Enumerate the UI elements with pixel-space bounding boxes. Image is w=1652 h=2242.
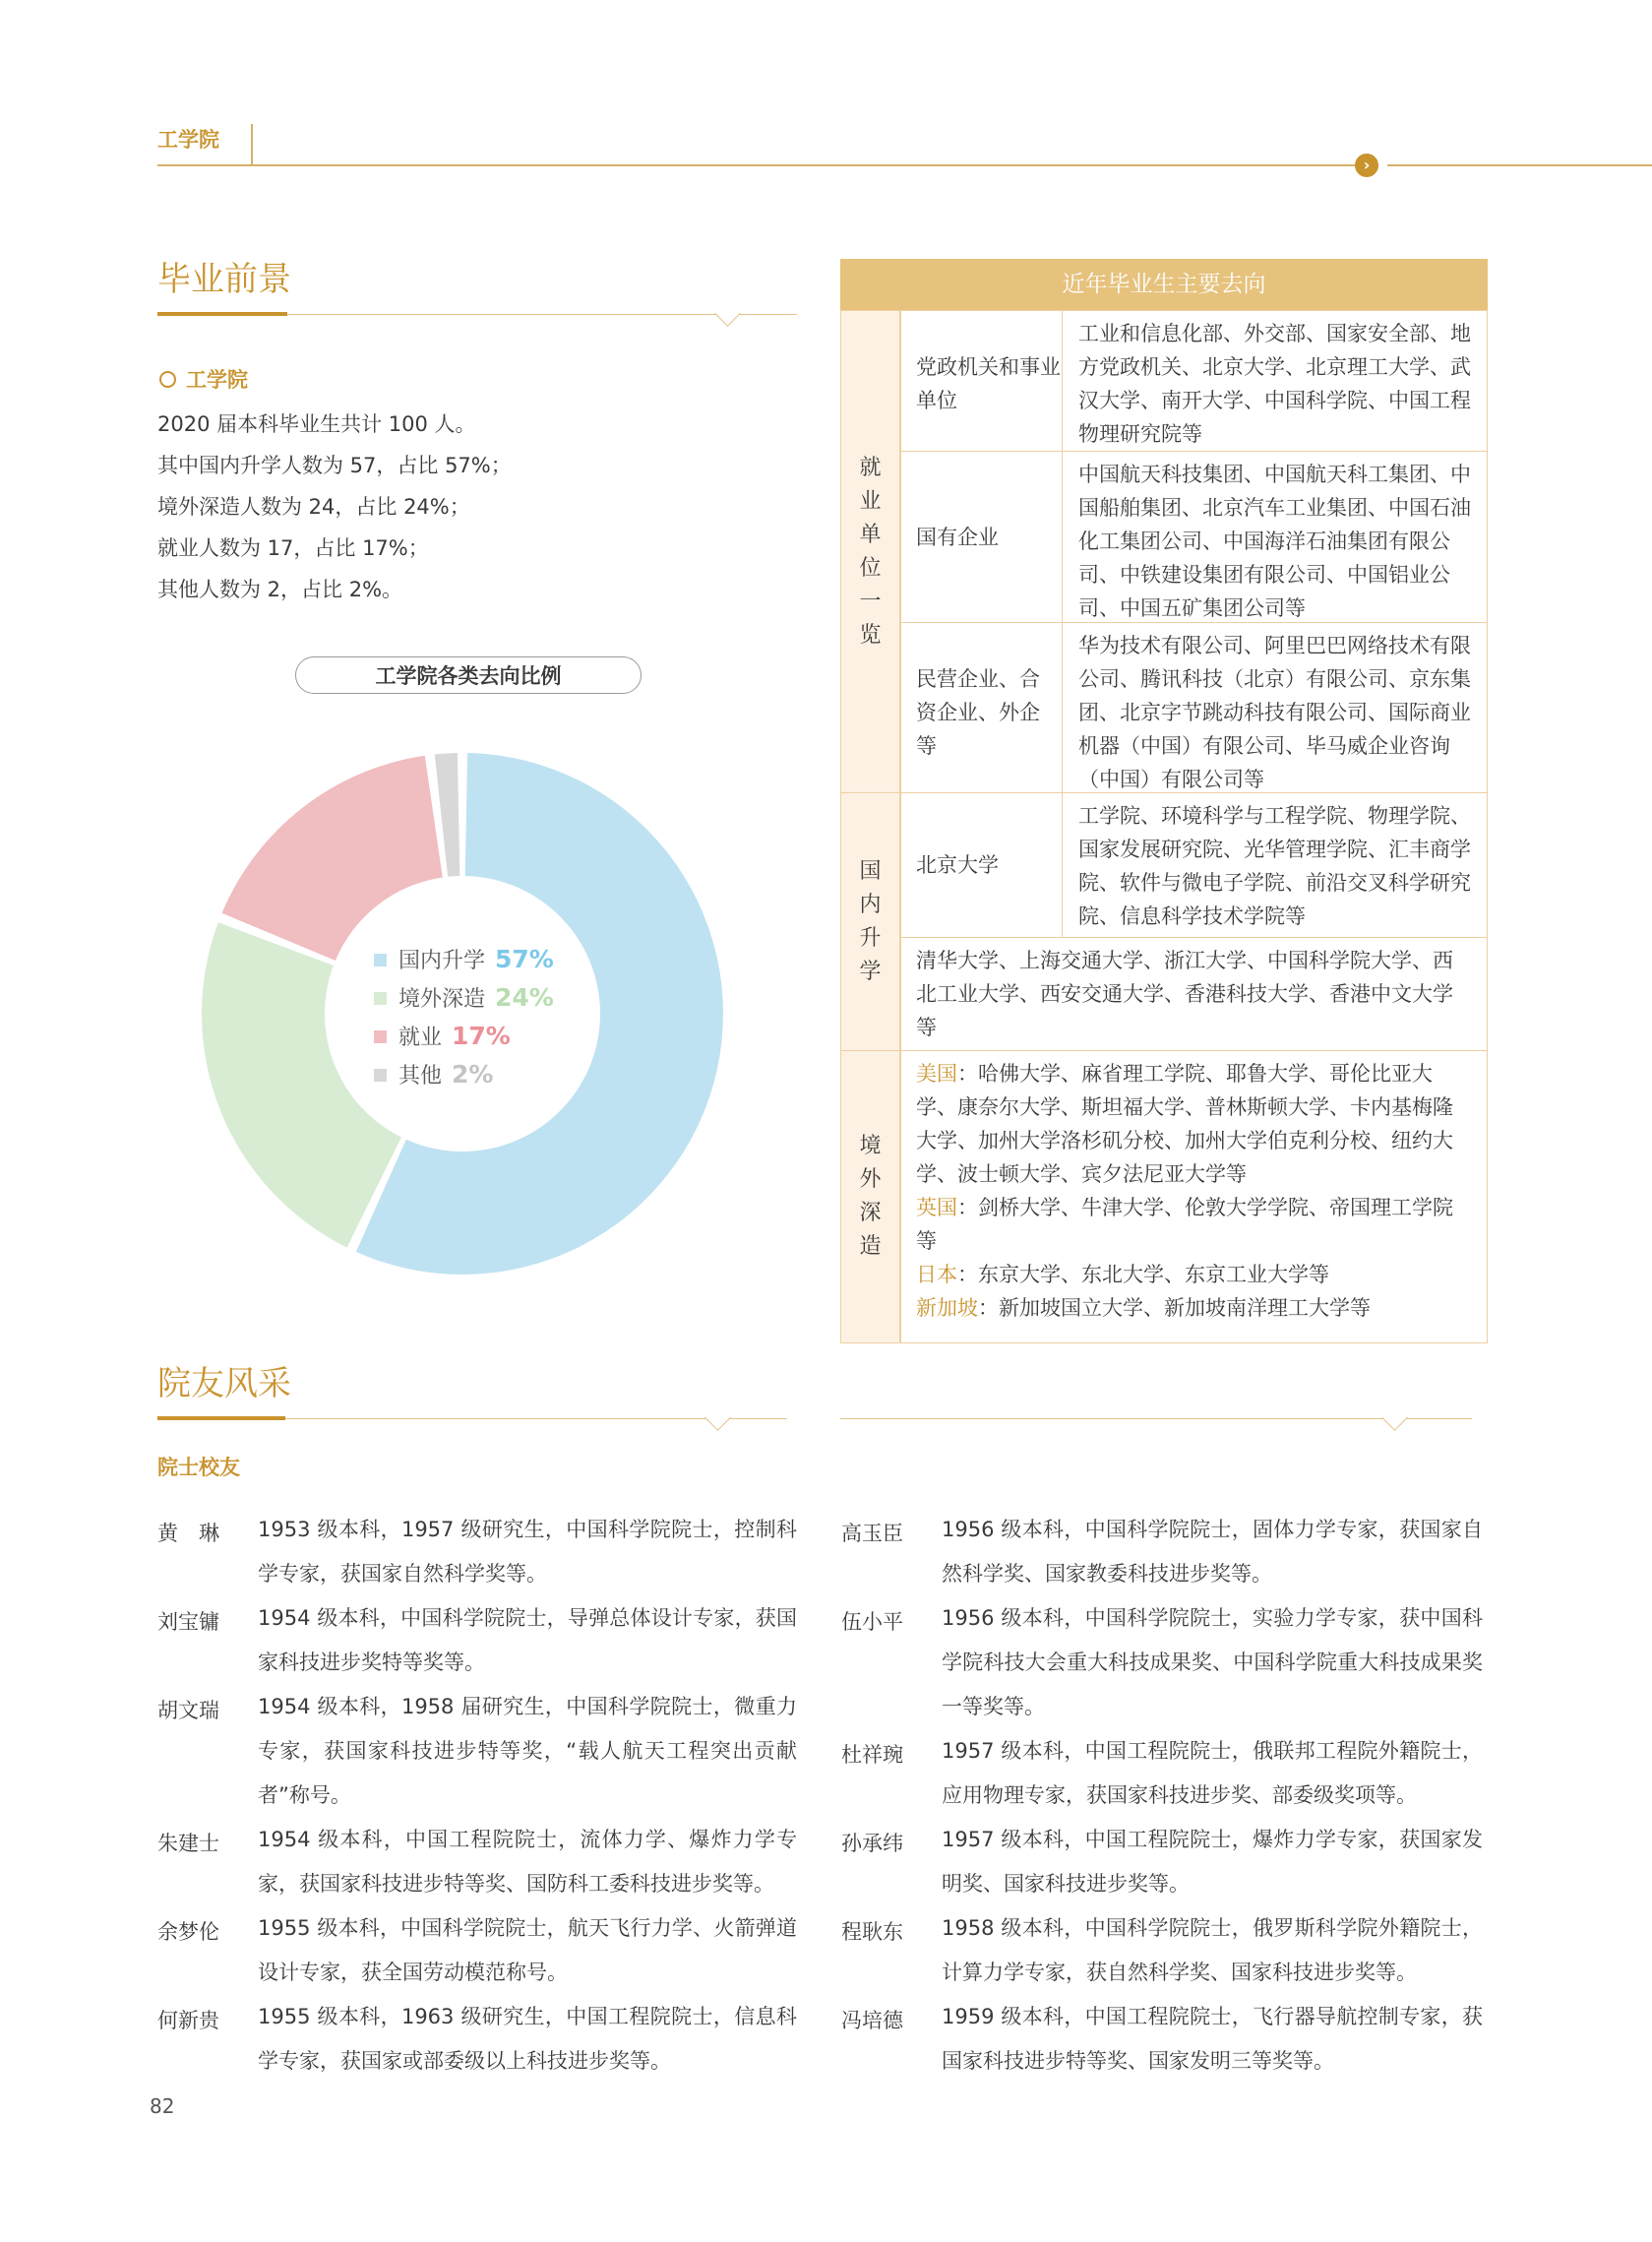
alumni-desc: 1956 级本科，中国科学院院士，实验力学专家，获中国科学院科技大会重大科技成果奖、中国科学院重大科技成果奖一等奖等。 (942, 1606, 1483, 1718)
school-list: ：剑桥大学、牛津大学、伦敦大学学院、帝国理工学院等 (916, 1196, 1453, 1253)
category-label: 就 业 单 位 一 览 (859, 455, 882, 648)
category-label: 国 内 升 学 (859, 858, 882, 984)
country-label: 英国 (916, 1196, 957, 1219)
legend-label: 国内升学 (398, 949, 486, 973)
chart-title: 工学院各类去向比例 (295, 656, 642, 694)
legend-item-domestic (374, 945, 554, 974)
category-employment (840, 310, 900, 793)
alumni-desc: 1956 级本科，中国科学院院士，固体力学专家，获国家自然科学奖、国家教委科技进步奖等。 (942, 1518, 1483, 1586)
section-title-alumni: 院友风采 (157, 1364, 291, 1403)
alumni-name: 杜祥琬 (841, 1743, 903, 1767)
category-label: 境 外 深 造 (859, 1134, 882, 1259)
header-rule (157, 164, 1358, 166)
intro-line: 其他人数为 2，占比 2%。 (157, 578, 403, 601)
school-list: ：哈佛大学、麻省理工学院、耶鲁大学、哥伦比亚大学、康奈尔大学、斯坦福大学、普林斯顿大学、卡内基梅隆大学、加州大学洛杉矶分校、加州大学伯克利分校、纽约大学、波士顿大学、宾夕法尼亚大学等 (916, 1062, 1453, 1186)
intro-line: 其中国内升学人数为 57，占比 57%； (157, 454, 512, 477)
alumni-name: 冯培德 (841, 2009, 903, 2032)
slice-employment (222, 756, 443, 961)
country-label: 美国 (916, 1062, 957, 1086)
page-number: 82 (150, 2094, 175, 2118)
header-rule-right (1387, 164, 1652, 166)
intro-paragraph (157, 404, 669, 610)
alumni-desc: 1955 级本科，1963 级研究生，中国工程院院士，信息科学专家，获国家或部委级以上科技进步奖等。 (258, 2005, 797, 2073)
alumni-name: 孙承纬 (841, 1832, 903, 1855)
alumni-desc: 1954 级本科，中国工程院院士，流体力学、爆炸力学专家，获国家科技进步特等奖、国防科工委科技进步奖等。 (258, 1828, 797, 1896)
alumni-desc: 1955 级本科，中国科学院院士，航天飞行力学、火箭弹道设计专家，获全国劳动模范称号。 (258, 1916, 797, 1984)
legend-swatch (374, 954, 387, 966)
destination-table-title: 近年毕业生主要去向 (840, 259, 1488, 310)
overseas-item (916, 1258, 1469, 1291)
slice-overseas (202, 922, 401, 1247)
section-notch (704, 1404, 731, 1431)
alumni-desc: 1953 级本科，1957 级研究生，中国科学院院士，控制科学专家，获国家自然科学奖等。 (258, 1518, 797, 1586)
category-overseas (840, 1050, 900, 1343)
legend-swatch (374, 992, 387, 1005)
alumni-desc: 1959 级本科，中国工程院院士，飞行器导航控制专家，获国家科技进步特等奖、国家发明三等奖等。 (942, 2005, 1483, 2073)
alumni-name: 余梦伦 (157, 1920, 219, 1944)
type-cell: 党政机关和事业单位 (900, 310, 1063, 452)
alumni-name: 黄 琳 (157, 1522, 219, 1545)
legend-item-employment (374, 1022, 511, 1051)
intro-heading (159, 364, 248, 394)
legend-value: 57% (495, 945, 554, 973)
overseas-item (916, 1291, 1469, 1325)
legend-value: 2% (452, 1060, 494, 1089)
alumni-name: 程耿东 (841, 1920, 903, 1944)
detail-cell: 中国航天科技集团、中国航天科工集团、中国船舶集团、北京汽车工业集团、中国石油化工集团公司、中国海洋石油集团有限公司、中铁建设集团有限公司、中国铝业公司、中国五矿集团公司等 (1062, 451, 1488, 623)
circle-bullet-icon (159, 371, 176, 388)
alumni-name: 伍小平 (841, 1610, 903, 1634)
header-title: 工学院 (157, 128, 219, 152)
overseas-cell (900, 1050, 1488, 1343)
alumni-subtitle: 院士校友 (157, 1456, 240, 1479)
alumni-desc: 1958 级本科，中国科学院院士，俄罗斯科学院外籍院士，计算力学专家，获自然科学奖、国家科技进步奖等。 (942, 1916, 1483, 1984)
legend-item-overseas (374, 983, 554, 1013)
section-accent-bar (157, 312, 287, 316)
legend-label: 就业 (398, 1026, 443, 1050)
next-arrow-icon: › (1355, 154, 1378, 177)
school-list: ：新加坡国立大学、新加坡南洋理工大学等 (978, 1296, 1371, 1320)
intro-heading-text: 工学院 (186, 368, 248, 392)
alumni-desc: 1954 级本科，1958 届研究生，中国科学院院士，微重力专家，获国家科技进步特等奖，“载人航天工程突出贡献者”称号。 (258, 1695, 797, 1807)
pku-detail-cell: 工学院、环境科学与工程学院、物理学院、国家发展研究院、光华管理学院、汇丰商学院、软件与微电子学院、前沿交叉科学研究院、信息科学技术学院等 (1062, 792, 1488, 938)
alumni-name: 何新贵 (157, 2009, 219, 2032)
alumni-name: 朱建士 (157, 1832, 219, 1855)
alumni-name: 高玉臣 (841, 1522, 903, 1545)
detail-cell: 工业和信息化部、外交部、国家安全部、地方党政机关、北京大学、北京理工大学、武汉大学、南开大学、中国科学院、中国工程物理研究院等 (1062, 310, 1488, 452)
domestic-others-cell: 清华大学、上海交通大学、浙江大学、中国科学院大学、西北工业大学、西安交通大学、香港科技大学、香港中文大学等 (900, 937, 1488, 1051)
section-title-prospects: 毕业前景 (157, 260, 291, 299)
section-notch-right (1381, 1404, 1408, 1431)
detail-cell: 华为技术有限公司、阿里巴巴网络技术有限公司、腾讯科技（北京）有限公司、京东集团、北京字节跳动科技有限公司、国际商业机器（中国）有限公司、毕马威企业咨询（中国）有限公司等 (1062, 622, 1488, 793)
overseas-item (916, 1191, 1469, 1258)
country-label: 新加坡 (916, 1296, 978, 1320)
type-cell: 民营企业、合资企业、外企等 (900, 622, 1063, 793)
intro-line: 2020 届本科毕业生共计 100 人。 (157, 412, 476, 436)
pku-label-cell: 北京大学 (900, 792, 1063, 938)
overseas-item (916, 1057, 1469, 1191)
legend-item-other (374, 1060, 493, 1090)
legend-swatch (374, 1030, 387, 1043)
legend-value: 17% (452, 1022, 511, 1050)
alumni-desc: 1957 级本科，中国工程院院士，俄联邦工程院外籍院士，应用物理专家，获国家科技进步奖、部委级奖项等。 (942, 1739, 1483, 1807)
legend-label: 其他 (398, 1064, 443, 1089)
alumni-desc: 1957 级本科，中国工程院院士，爆炸力学专家，获国家发明奖、国家科技进步奖等。 (942, 1828, 1483, 1896)
alumni-desc: 1954 级本科，中国科学院院士，导弹总体设计专家，获国家科技进步奖特等奖等。 (258, 1606, 797, 1674)
country-label: 日本 (916, 1263, 957, 1286)
intro-line: 就业人数为 17，占比 17%； (157, 536, 429, 560)
section-notch (714, 300, 741, 327)
school-list: ：东京大学、东北大学、东京工业大学等 (957, 1263, 1329, 1286)
legend-swatch (374, 1069, 387, 1082)
category-domestic (840, 792, 900, 1051)
section-accent-bar (157, 1416, 285, 1420)
legend-value: 24% (495, 983, 554, 1012)
type-cell: 国有企业 (900, 451, 1063, 623)
alumni-name: 刘宝镛 (157, 1610, 219, 1634)
header-divider (251, 124, 253, 165)
section-rule-right (840, 1418, 1472, 1419)
legend-label: 境外深造 (398, 987, 486, 1012)
intro-line: 境外深造人数为 24，占比 24%； (157, 495, 470, 519)
alumni-name: 胡文瑞 (157, 1699, 219, 1722)
